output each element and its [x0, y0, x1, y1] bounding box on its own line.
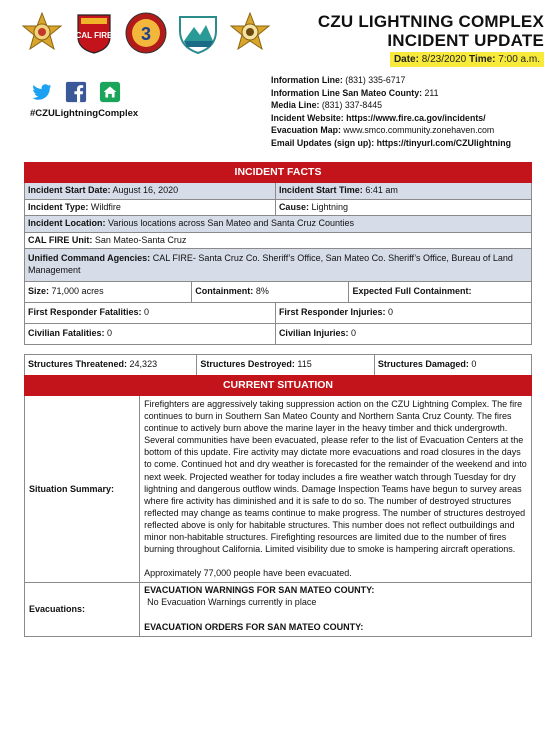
structures-table — [24, 354, 532, 376]
sheriff-star-badge-icon — [228, 11, 272, 55]
contact-line[interactable]: Evacuation Map: www.smco.community.zonehaven.com — [271, 125, 495, 136]
situation-summary-label: Situation Summary: — [25, 396, 140, 583]
cal-fire-logo-icon — [72, 11, 116, 55]
table-row: Incident Type: Wildfire Cause: Lightning — [25, 199, 532, 216]
evacuations-label: Evacuations: — [25, 583, 140, 636]
sheriff-star-badge-icon — [20, 11, 64, 55]
situation-summary-text: Firefighters are aggressively taking suppression action on the CZU Lightning Complex. The fire continues to burn in Southern San Mateo County and Northern Santa Cruz County. The fires continue to actively burn above the marine layer in the heavy timber and thick undergrowth. Several communities have been evacuated, please refer to the list of Evacuation Centers at the bottom of this update. Fire activity may dictate more evacuations and road closures in the days to come. Continued hot and dry weather is forecasted for the remainder of the weekend and into next week. Projected weather for today includes a fire weather watch through Tuesday for dry lightning and dangerous outflow winds. Damage Inspection Teams have begun to survey areas where fire activity has diminished and it is safe to do so. The number of destroyed structures reflected may change as teams continue to make progress. The number of structures destroyed reflected above is only for habitable structures. This number does not reflect outbuildings and minor non-habitable structures. Firefighting resources are limited due to the number of fires burning throughout California. Limited visibility due to smoke is hampering aircraft operations. Approximately 77,000 people have been evacuated. — [140, 396, 532, 583]
contact-line[interactable]: Email Updates (sign up): https://tinyurl.com/CZUlightning — [271, 137, 511, 148]
social-links — [30, 80, 121, 103]
hashtag: #CZULightningComplex — [30, 108, 139, 119]
contact-line: Information Line: (831) 335-6717 — [271, 75, 406, 85]
evacuated-count: Approximately 77,000 people have been evacuated. — [144, 568, 352, 579]
agency-badges — [20, 10, 272, 56]
table-row: Size: 71,000 acres Containment: 8% Expected Full Containment: — [25, 281, 532, 302]
table-row: CAL FIRE Unit: San Mateo-Santa Cruz — [25, 232, 532, 249]
update-title-block — [318, 12, 544, 67]
svg-text:3: 3 — [140, 24, 152, 44]
date-time-bar: Date: 8/23/2020 Time: 7:00 a.m. — [390, 52, 544, 67]
table-row — [25, 583, 532, 636]
contact-info — [271, 74, 511, 150]
contact-line: Media Line: (831) 337-8445 — [271, 100, 383, 111]
incident-facts-table — [24, 162, 532, 345]
contact-line: Information Line San Mateo County: 211 — [271, 87, 439, 98]
table-row: Incident Location: Various locations across San Mateo and Santa Cruz Counties — [25, 216, 532, 233]
twitter-icon[interactable] — [30, 80, 53, 103]
home-icon[interactable] — [98, 80, 121, 103]
contact-line[interactable]: Incident Website: https://www.fire.ca.gov/incidents/ — [271, 112, 486, 123]
table-row: First Responder Fatalities: 0 First Responder Injuries: 0 — [25, 302, 532, 323]
current-situation-header: CURRENT SITUATION — [25, 376, 532, 396]
evacuations-text: EVACUATION WARNINGS FOR SAN MATEO COUNTY: No Evacuation Warnings currently in place EVACUATION ORDERS FOR SAN MATEO COUNTY: — [140, 583, 532, 636]
incident-facts-header: INCIDENT FACTS — [25, 163, 532, 183]
table-row: Civilian Fatalities: 0 Civilian Injuries: 0 — [25, 323, 532, 344]
update-title: INCIDENT UPDATE — [387, 31, 544, 50]
table-row — [25, 396, 532, 583]
incident-name: CZU LIGHTNING COMPLEX — [317, 12, 544, 31]
table-row: Incident Start Date: August 16, 2020 Incident Start Time: 6:41 am — [25, 183, 532, 200]
facebook-icon[interactable] — [64, 80, 87, 103]
cal-fire-unit-3-logo-icon — [124, 11, 168, 55]
table-row: Structures Threatened: 24,323 Structures Destroyed: 115 Structures Damaged: 0 — [25, 355, 532, 376]
mountains-logo-icon — [176, 11, 220, 55]
table-row: Unified Command Agencies: CAL FIRE- Santa Cruz Co. Sheriff’s Office, San Mateo Co. Sheriff’s Office, Bureau of Land Management — [25, 249, 532, 281]
current-situation-table — [24, 375, 532, 637]
svg-text:CAL FIRE: CAL FIRE — [75, 31, 113, 40]
